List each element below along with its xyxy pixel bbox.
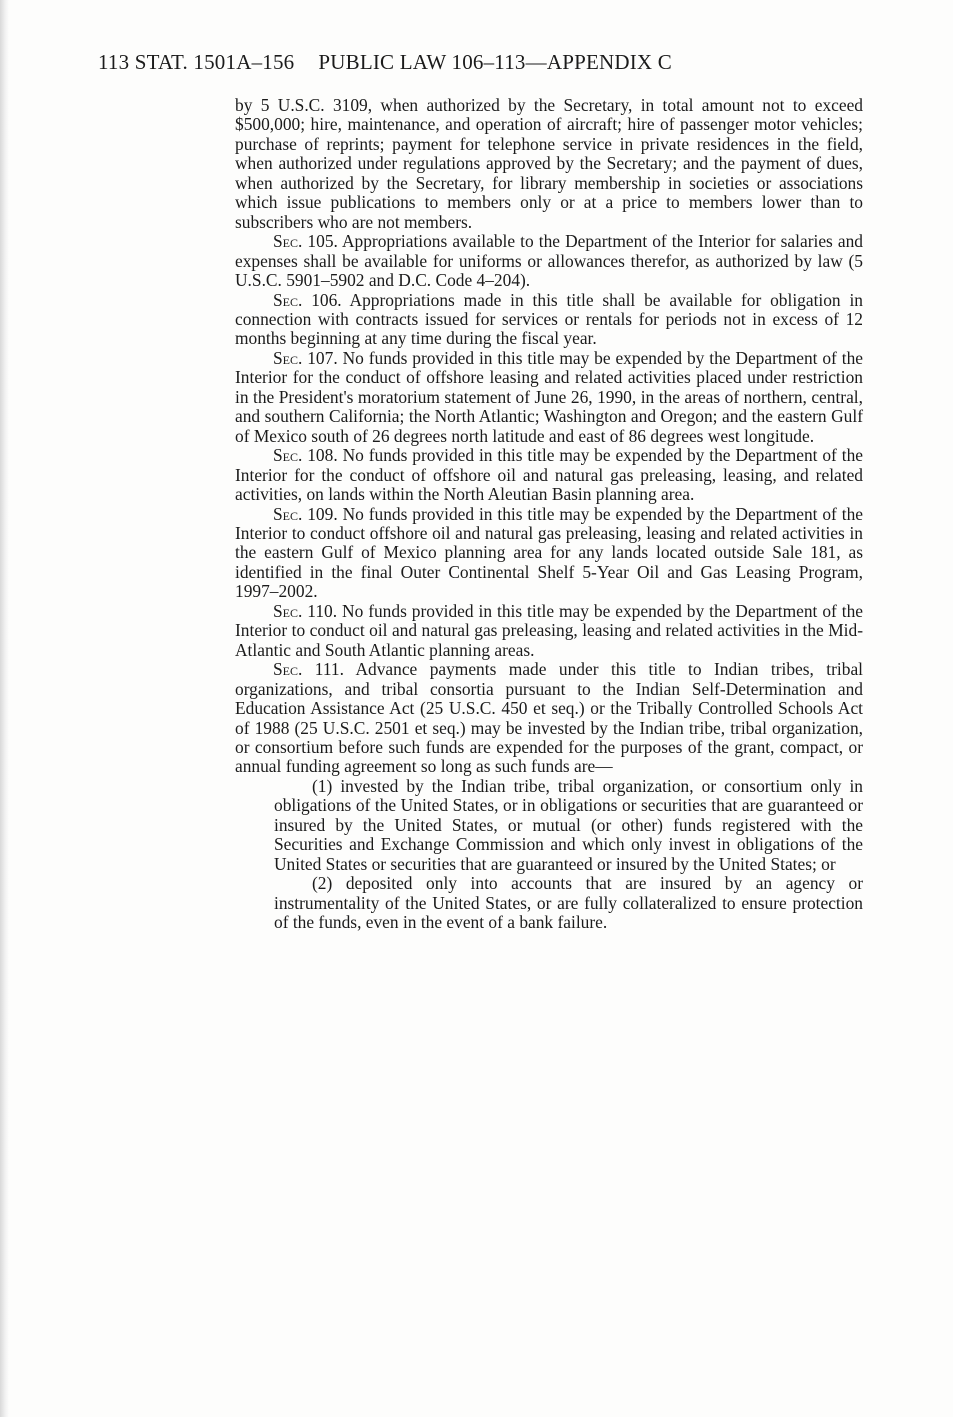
section-110 — [235, 602, 863, 660]
law-title: PUBLIC LAW 106–113—APPENDIX C — [318, 50, 672, 74]
section-label: Sec. 106. — [273, 289, 342, 310]
section-text: No funds provided in this title may be expended by the Department of the Interior to conduct oil and natural gas preleasing, leasing and related activities in the Mid-Atlantic and South Atlantic planning areas. — [235, 600, 863, 660]
section-text: No funds provided in this title may be expended by the Department of the Interior for the conduct of offshore leasing and related activities placed under restriction in the President's moratorium statement of June 26, 1990, in the areas of northern, central, and southern California; the North Atlantic; Washington and Oregon; and the eastern Gulf of Mexico south of 26 degrees north latitude and east of 86 degrees west longitude. — [235, 347, 863, 446]
section-label: Sec. 110. — [273, 600, 338, 621]
section-text: Advance payments made under this title to Indian tribes, tribal organizations, and tribal consortia pursuant to the Indian Self-Determination and Education Assistance Act (25 U.S.C. 450 et seq.) or the Tribally Controlled Schools Act of 1988 (25 U.S.C. 2501 et seq.) may be invested by the Indian tribe, tribal organization, or consortium before such funds are expended for the purposes of the grant, compact, or annual funding agreement so long as such funds are— — [235, 659, 864, 777]
section-106 — [235, 291, 863, 349]
section-label: Sec. 108. — [273, 445, 338, 466]
list-item-1: (1) invested by the Indian tribe, tribal organization, or consortium only in obligations of the United States, or in obligations or securities that are guaranteed or insured by the United States, or mutual (or other) funds registered with the Securities and Exchange Commission and which only invest in obligations of the United States or securities that are guaranteed or insured by the United States; or — [274, 775, 863, 874]
body-text — [235, 96, 863, 932]
section-label: Sec. 109. — [273, 503, 338, 524]
statute-citation: 113 STAT. 1501A–156 — [98, 50, 295, 74]
section-108 — [235, 446, 863, 504]
section-111 — [235, 660, 863, 777]
section-label: Sec. 105. — [273, 231, 338, 252]
section-label: Sec. 111. — [273, 659, 344, 680]
section-105 — [235, 232, 863, 290]
section-text: Appropriations available to the Department of the Interior for salaries and expenses shall be available for uniforms or allowances therefor, as authorized by law (5 U.S.C. 5901–5902 and D.C. Code 4–204). — [235, 231, 863, 291]
section-107 — [235, 349, 863, 446]
section-text: Appropriations made in this title shall be available for obligation in connection with contracts issued for services or rentals for periods not in excess of 12 months beginning at any time during the fiscal year. — [235, 289, 863, 349]
list-item-2: (2) deposited only into accounts that are insured by an agency or instrumentality of the United States, or are fully collateralized to ensure protection of the funds, even in the event of a bank failure. — [274, 873, 863, 933]
section-text: No funds provided in this title may be expended by the Department of the Interior to conduct offshore oil and natural gas preleasing, leasing and related activities in the eastern Gulf of Mexico planning area for any lands located outside Sale 181, as identified in the final Outer Continental Shelf 5-Year Oil and Gas Leasing Program, 1997–2002. — [235, 503, 863, 602]
section-label: Sec. 107. — [273, 347, 338, 368]
section-109 — [235, 505, 863, 602]
paragraph-continuation: by 5 U.S.C. 3109, when authorized by the Secretary, in total amount not to exceed $500,000; hire, maintenance, and operation of aircraft; hire of passenger motor vehicles; purchase of reprints; payment for telephone service in private residences in the field, when authorized under regulations approved by the Secretary; and the payment of dues, when authorized by the Secretary, for library membership in societies or associations which issue publications to members only or at a price to members lower than to subscribers who are not members. — [235, 95, 863, 232]
page-edge-shadow — [0, 0, 9, 1417]
section-text: No funds provided in this title may be expended by the Department of the Interior for the conduct of offshore oil and natural gas preleasing, leasing, and related activities, on lands within the North Aleutian Basin planning area. — [235, 445, 863, 505]
running-head — [98, 50, 672, 75]
